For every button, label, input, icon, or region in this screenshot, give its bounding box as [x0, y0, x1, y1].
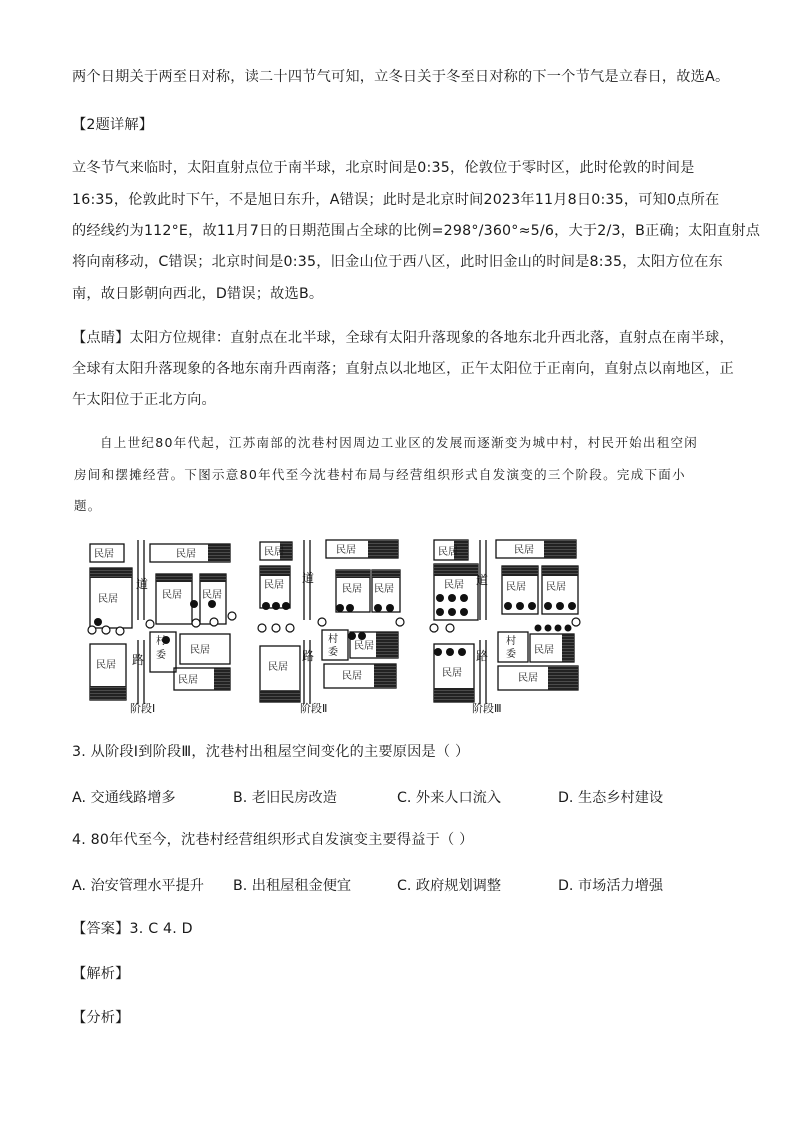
house-label: 民居	[546, 582, 566, 593]
house-label: 民居	[342, 584, 362, 595]
road-label: 道	[302, 571, 315, 585]
village-layout-figure	[78, 536, 598, 716]
house-label: 民居	[438, 547, 458, 558]
section-heading: 【2题详解】	[72, 117, 154, 133]
house-label: 民居	[514, 545, 534, 556]
question-3: 3. 从阶段Ⅰ到阶段Ⅲ，沈巷村出租屋空间变化的主要原因是（ ）	[72, 744, 470, 760]
text-line: 【点睛】太阳方位规律：直射点在北半球，全球有太阳升落现象的各地东北升西北落，直射点在南半球，	[72, 330, 734, 346]
answer-line: 【答案】3. C 4. D	[72, 921, 193, 937]
house-label: 民居	[96, 660, 116, 671]
house-label: 民居	[506, 582, 526, 593]
text-line: 的经线约为112°E，故11月7日的日期范围占全球的比例=298°/360°≈5/6，大于2/3，B正确；太阳直射点	[72, 223, 761, 239]
house-label: 民居	[176, 549, 196, 560]
stage-label: 阶段Ⅰ	[130, 702, 156, 715]
committee-label: 村	[156, 636, 166, 647]
text-line: 南，故日影朝向西北，D错误；故选B。	[72, 286, 324, 302]
house-label: 民居	[518, 673, 538, 684]
q4-option-a[interactable]: A. 治安管理水平提升	[72, 878, 204, 894]
house-label: 民居	[268, 662, 288, 673]
q4-option-d[interactable]: D. 市场活力增强	[558, 878, 664, 894]
road-label: 路	[302, 649, 315, 663]
question-4: 4. 80年代至今，沈巷村经营组织形式自发演变主要得益于（ ）	[72, 832, 474, 848]
house-label: 民居	[444, 580, 464, 591]
road-label: 路	[132, 653, 145, 667]
q3-option-d[interactable]: D. 生态乡村建设	[558, 790, 664, 806]
q4-option-c[interactable]: C. 政府规划调整	[397, 878, 502, 894]
committee-label: 委	[328, 647, 338, 658]
house-label: 民居	[178, 675, 198, 686]
road-label: 道	[476, 573, 489, 587]
q4-option-b[interactable]: B. 出租屋租金便宜	[233, 878, 352, 894]
analysis-heading: 【解析】	[72, 966, 130, 982]
house-label: 民居	[202, 590, 222, 601]
q3-option-b[interactable]: B. 老旧民房改造	[233, 790, 337, 806]
stage-label: 阶段Ⅲ	[472, 702, 502, 715]
intro-text: 题。	[74, 498, 102, 513]
text-line: 16:35，伦敦此时下午，不是旭日东升，A错误；此时是北京时间2023年11月8日0:35，可知0点所在	[72, 192, 720, 208]
house-label: 民居	[162, 590, 182, 601]
committee-label: 村	[506, 636, 516, 647]
house-label: 民居	[336, 545, 356, 556]
text-line: 午太阳位于正北方向。	[72, 392, 216, 408]
committee-label: 委	[156, 650, 166, 661]
house-label: 民居	[94, 549, 114, 560]
house-label: 民居	[534, 645, 554, 656]
house-label: 民居	[264, 547, 284, 558]
house-label: 民居	[98, 594, 118, 605]
text-line: 全球有太阳升落现象的各地东南升西南落；直射点以北地区，正午太阳位于正南向，直射点以南地区，正	[72, 361, 734, 377]
house-label: 民居	[374, 584, 394, 595]
q3-option-c[interactable]: C. 外来人口流入	[397, 790, 502, 806]
road-label: 道	[136, 577, 149, 591]
house-label: 民居	[190, 645, 210, 656]
house-label: 民居	[442, 668, 462, 679]
text-line: 将向南移动，C错误；北京时间是0:35，旧金山位于西八区，此时旧金山的时间是8:35，太阳方位在东	[72, 254, 723, 270]
road-label: 路	[476, 649, 489, 663]
house-label: 民居	[354, 641, 374, 652]
analysis-subheading: 【分析】	[72, 1010, 130, 1026]
committee-label: 村	[328, 634, 338, 645]
text-line: 两个日期关于两至日对称，读二十四节气可知，立冬日关于冬至日对称的下一个节气是立春日，故选A。	[72, 69, 730, 85]
stage-label: 阶段Ⅱ	[300, 702, 328, 715]
q3-option-a[interactable]: A. 交通线路增多	[72, 790, 176, 806]
house-label: 民居	[264, 580, 284, 591]
intro-text: 自上世纪80年代起，江苏南部的沈巷村因周边工业区的发展而逐渐变为城中村，村民开始出租空闲	[100, 435, 699, 450]
house-label: 民居	[342, 671, 362, 682]
intro-text: 房间和摆摊经营。下图示意80年代至今沈巷村布局与经营组织形式自发演变的三个阶段。完成下面小	[74, 467, 686, 482]
text-line: 立冬节气来临时，太阳直射点位于南半球，北京时间是0:35，伦敦位于零时区，此时伦敦的时间是	[72, 160, 695, 176]
committee-label: 委	[506, 649, 516, 660]
